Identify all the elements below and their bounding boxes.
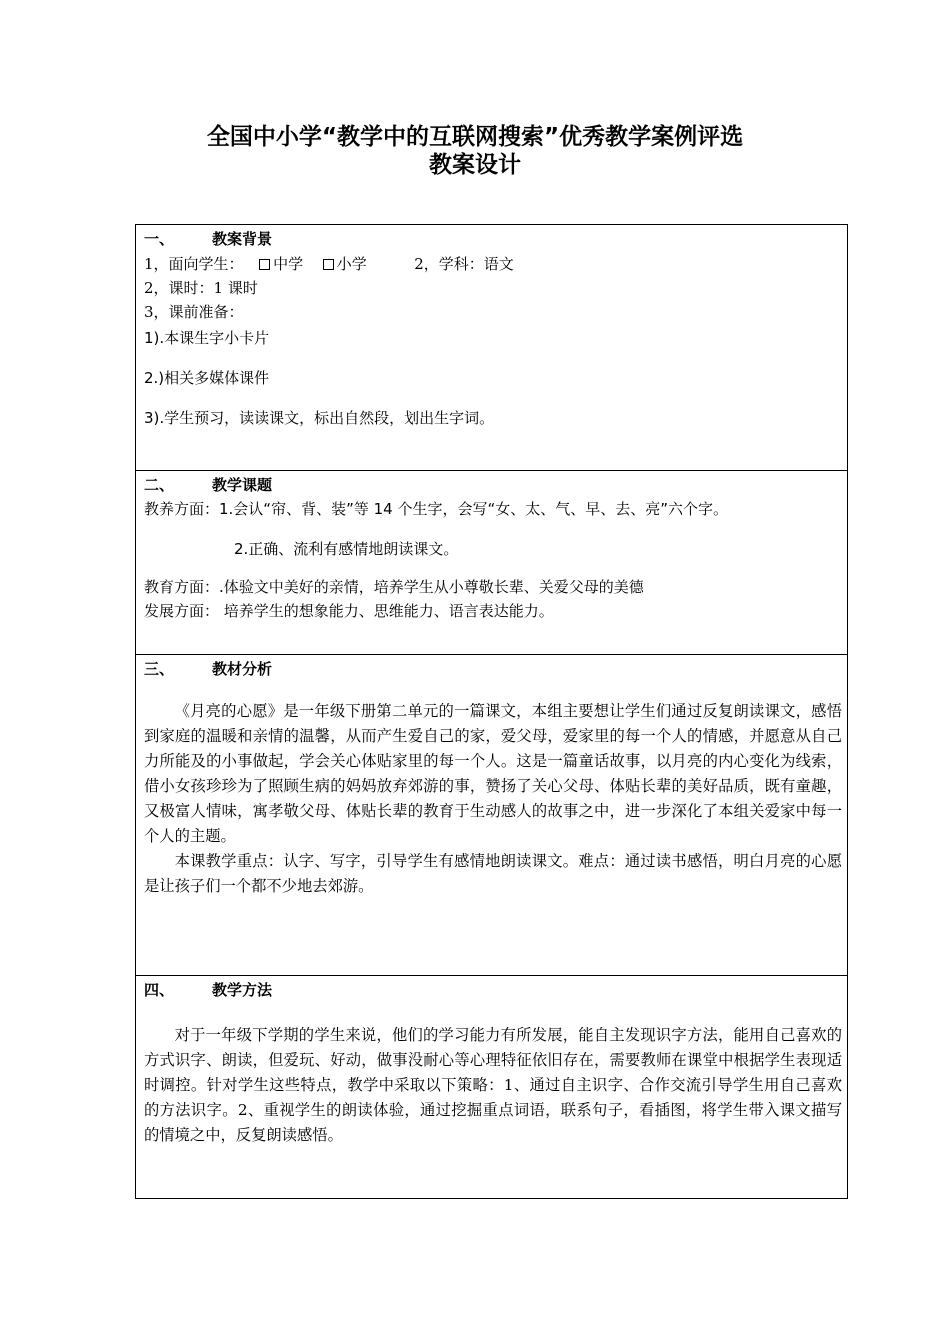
document-subtitle: 教案设计 bbox=[429, 152, 521, 178]
section-title: 教学方法 bbox=[212, 981, 273, 999]
option-primary-school: 小学 bbox=[336, 255, 367, 273]
section-number: 一、 bbox=[144, 230, 175, 248]
prep-item: 3).学生预习，读读课文，标出自然段，划出生字词。 bbox=[144, 409, 495, 427]
section-number: 三、 bbox=[144, 660, 175, 678]
option-middle-school: 中学 bbox=[273, 255, 304, 273]
hours-line: 2，课时：1 课时 bbox=[144, 279, 258, 297]
section-number: 四、 bbox=[144, 981, 175, 999]
objective-line: 发展方面： 培养学生的想象能力、思维能力、语言表达能力。 bbox=[144, 602, 554, 620]
section-heading bbox=[144, 660, 272, 678]
section-heading bbox=[144, 476, 272, 494]
section-number: 二、 bbox=[144, 476, 175, 494]
subject-line: 2，学科：语文 bbox=[414, 255, 514, 273]
document-title: 全国中小学“教学中的互联网搜索”优秀教学案例评选 bbox=[206, 124, 744, 150]
section-title: 教案背景 bbox=[212, 230, 273, 248]
checkbox-middle-school[interactable] bbox=[259, 259, 270, 270]
section-heading bbox=[144, 230, 272, 248]
prep-item: 1).本课生字小卡片 bbox=[144, 329, 270, 347]
section-background bbox=[136, 225, 847, 470]
section-heading bbox=[144, 981, 272, 999]
section-method bbox=[136, 975, 847, 1199]
analysis-paragraph: 本课教学重点：认字、写字，引导学生有感情地朗读课文。难点：通过读书感悟，明白月亮的心愿是让孩子们一个都不少地去郊游。 bbox=[144, 852, 842, 895]
objective-line: 教养方面：1.会认“帘、背、装”等 14 个生字，会写“女、太、气、早、去、亮”六个字。 bbox=[144, 500, 729, 518]
analysis-paragraph: 《月亮的心愿》是一年级下册第二单元的一篇课文，本组主要想让学生们通过反复朗读课文，感悟到家庭的温暖和亲情的温馨，从而产生爱自己的家，爱父母，爱家里的每一个人的情感，并愿意从自己力所能及的小事做起，学会关心体贴家里的每一个人。这是一篇童话故事，以月亮的内心变化为线索，借小女孩珍珍为了照顾生病的妈妈放弃郊游的事，赞扬了关心父母、体贴长辈的美好品质，既有童趣，又极富人情味，寓孝敬父母、体贴长辈的教育于生动感人的故事之中，进一步深化了本组关爱家中每一个人的主题。 bbox=[144, 702, 842, 845]
lesson-plan-table bbox=[135, 224, 848, 1199]
section-title: 教学课题 bbox=[212, 476, 273, 494]
objective-line: 教育方面：.体验文中美好的亲情，培养学生从小尊敬长辈、关爱父母的美德 bbox=[144, 578, 644, 596]
audience-label: 1，面向学生： bbox=[144, 255, 244, 273]
section-title: 教材分析 bbox=[212, 660, 273, 678]
objective-line: 2.正确、流利有感情地朗读课文。 bbox=[234, 540, 459, 558]
section-topic bbox=[136, 470, 847, 654]
method-paragraph: 对于一年级下学期的学生来说，他们的学习能力有所发展，能自主发现识字方法，能用自己喜欢的方式识字、朗读，但爱玩、好动，做事没耐心等心理特征依旧存在，需要教师在课堂中根据学生表现适时调控。针对学生这些特点，教学中采取以下策略：1、通过自主识字、合作交流引导学生用自己喜欢的方法识字。2、重视学生的朗读体验，通过挖掘重点词语，联系句子，看插图，将学生带入课文描写的情境之中，反复朗读感悟。 bbox=[144, 1026, 842, 1144]
checkbox-primary-school[interactable] bbox=[323, 259, 334, 270]
audience-line bbox=[144, 255, 514, 273]
prep-item: 2.)相关多媒体课件 bbox=[144, 369, 270, 387]
prep-label: 3，课前准备： bbox=[144, 303, 244, 321]
section-analysis bbox=[136, 654, 847, 975]
